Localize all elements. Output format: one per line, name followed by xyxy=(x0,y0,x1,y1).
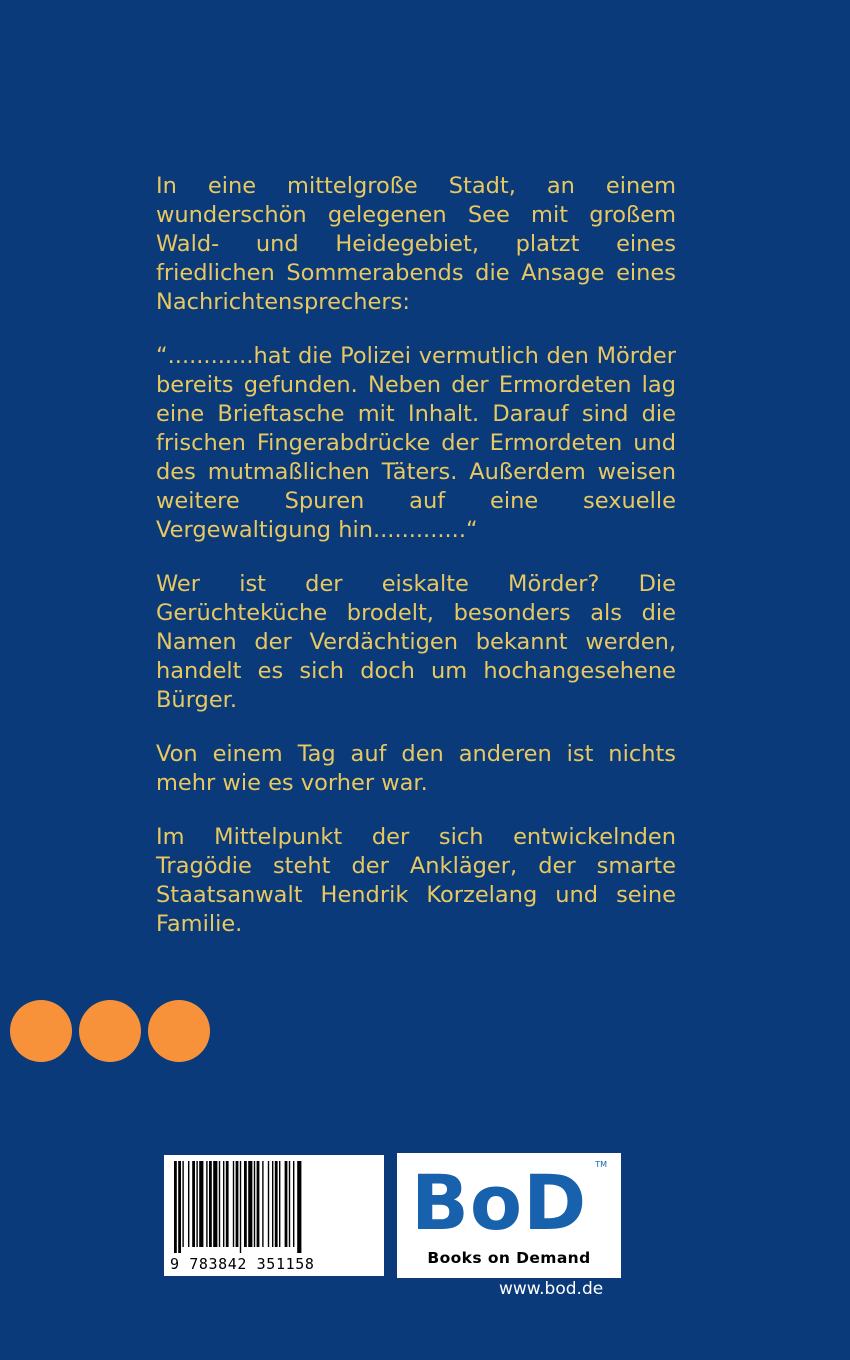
barcode-bar xyxy=(188,1161,189,1247)
barcode-bar xyxy=(213,1161,217,1247)
barcode-bar xyxy=(275,1161,278,1247)
barcode-bar xyxy=(178,1161,181,1253)
blurb-paragraph-2: “............hat die Polizei vermutlich den Mörder bereits gefunden. Neben der Ermordeten lag eine Brieftasche mit Inhalt. Darauf sind die frischen Fingerabdrücke der Ermordeten und des mutmaßlichen Täters. Außerdem weisen weitere Spuren auf eine sexuelle Vergewaltigung hin.............“ xyxy=(156,343,676,543)
publisher-url: www.bod.de xyxy=(499,1279,604,1299)
barcode-bar xyxy=(272,1161,273,1247)
barcode-bar xyxy=(254,1161,255,1247)
barcode-bar xyxy=(199,1161,203,1247)
barcode-bar xyxy=(248,1161,252,1247)
barcode-bar xyxy=(293,1161,294,1247)
barcode-bar xyxy=(262,1161,263,1247)
barcode-bar xyxy=(279,1161,280,1247)
barcode-bar xyxy=(268,1161,269,1247)
barcode-bar xyxy=(174,1161,177,1253)
barcode-bar xyxy=(182,1161,183,1247)
barcode-bars xyxy=(174,1161,378,1253)
trademark-mark: TM xyxy=(595,1160,607,1169)
blurb-paragraph-5: Im Mittelpunkt der sich entwickelnden Tragödie steht der Ankläger, der smarte Staatsanwalt Hendrik Korzelang und seine Familie. xyxy=(156,824,676,937)
barcode-bar xyxy=(244,1161,247,1247)
barcode-bar xyxy=(285,1161,288,1247)
isbn-number: 9 783842 351158 xyxy=(170,1255,315,1273)
bod-logo-text: BoD xyxy=(411,1158,588,1247)
barcode-bar xyxy=(196,1161,197,1247)
isbn-barcode xyxy=(162,1153,386,1278)
barcode-bar xyxy=(206,1161,207,1247)
barcode-bar xyxy=(240,1161,241,1253)
barcode-bar xyxy=(223,1161,224,1247)
orange-dot xyxy=(79,1000,141,1062)
barcode-bar xyxy=(192,1161,195,1247)
barcode-bar xyxy=(219,1161,220,1247)
barcode-bar xyxy=(289,1161,290,1247)
orange-dot xyxy=(148,1000,210,1062)
blurb-text xyxy=(156,172,676,964)
publisher-tagline: Books on Demand xyxy=(427,1249,591,1267)
blurb-paragraph-3: Wer ist der eiskalte Mörder? Die Gerüchteküche brodelt, besonders als die Namen der Verdächtigen bekannt werden, handelt es sich doch um hochangesehene Bürger. xyxy=(156,571,676,713)
barcode-bar xyxy=(297,1161,301,1253)
publisher-logo xyxy=(397,1153,621,1278)
barcode-bar xyxy=(257,1161,260,1247)
barcode-bar xyxy=(236,1161,239,1247)
barcode-bar xyxy=(226,1161,229,1247)
barcode-bar xyxy=(233,1161,234,1247)
barcode-bar xyxy=(209,1161,212,1247)
blurb-paragraph-1: In eine mittelgroße Stadt, an einem wunderschön gelegenen See mit großem Wald- und Heidegebiet, platzt eines friedlichen Sommerabends die Ansage eines Nachrichtensprechers: xyxy=(156,173,676,315)
orange-dot xyxy=(10,1000,72,1062)
blurb-paragraph-4: Von einem Tag auf den anderen ist nichts mehr wie es vorher war. xyxy=(156,741,676,796)
